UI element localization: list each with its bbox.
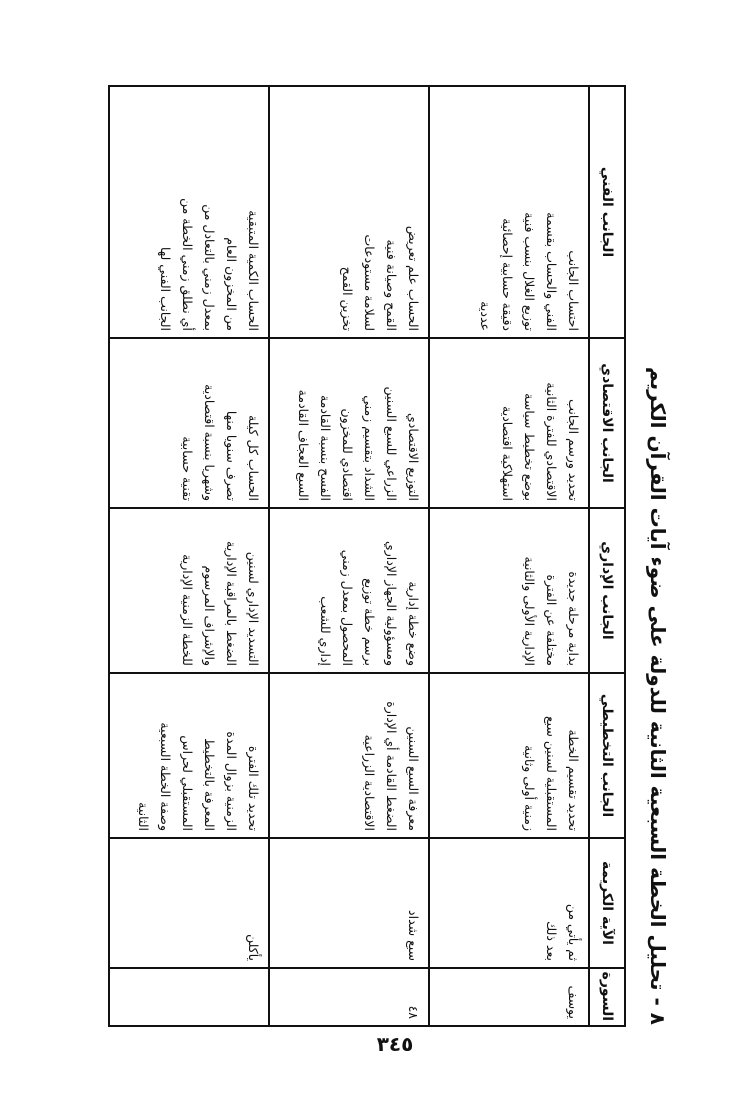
econ-cell: التوزيع الاقتصادي الزراعي للسبع السنين الشداد بتقسيم زمني اقتصادي للمخزون الفسح بنسبة القادمة السبع العجاف القادمة: [269, 338, 429, 508]
surah-cell: [109, 968, 269, 1026]
page-number: ٣٤٥: [376, 1032, 414, 1056]
header-surah: السورة: [589, 968, 625, 1026]
tech-cell: الحساب الكمية المتبقية من المخزون العام بمعدل زمني بالتعادل من أي نطلق زمني الخطة من الجانب الفني لها: [109, 86, 269, 338]
surah-cell: يوسف: [429, 968, 589, 1026]
admin-cell: بداية مرحلة جديدة مختلفة عن الفترة الإدارية الأولى والثانية: [429, 508, 589, 673]
ayah-cell: سبع شداد: [269, 838, 429, 968]
header-planning: الجانب التخطيطي: [589, 673, 625, 838]
ayah-cell: ثم يأتي من بعد ذلك: [429, 838, 589, 968]
header-tech: الجانب الفني: [589, 86, 625, 338]
econ-cell: تحديد ورسم الجانب الاقتصادي للفترة الثانية بوضع تخطيط سياسة استهلاكية اقتصادية: [429, 338, 589, 508]
econ-cell: الحساب كل كيلة تصرف سنويا منها وشهريا بنسبة اقتصادية تقنية حسابية: [109, 338, 269, 508]
table-row: [429, 86, 589, 1026]
rotated-page: [74, 85, 674, 1025]
admin-cell: التسديد الإداري لسنين الضغط بالمراقبة الإدارية والإشراف المرسوم للخطة الزمنية الإدارية: [109, 508, 269, 673]
table-header-row: [589, 86, 625, 1026]
planning-cell: تحديد تقسيم الخطة المستقبلية لسنين سبع زمنية أولى وثانية: [429, 673, 589, 838]
header-admin: الجانب الإداري: [589, 508, 625, 673]
header-ayah: الآية الكريمة: [589, 838, 625, 968]
tech-cell: احتساب الجانب الفني والحساب بقسمة توزيع الغلال بنسب فنية دقيقة حسابية إحصائية عددية: [429, 86, 589, 338]
ayah-cell: يأكلن: [109, 838, 269, 968]
tech-cell: الحساب علم تعريض القمح وصيانة فنية لسلامة مستودعات تخزين القمح: [269, 86, 429, 338]
admin-cell: وضع خطة إدارية ومسؤولية الجهاز الإداري برسم خطة توزيع المحصول بمعدل زمني إداري للشعب: [269, 508, 429, 673]
page-heading: ٨ - تحليل الخطة السبعية الثانية للدولة على ضوء آيات القرآن الكريم: [646, 366, 670, 1025]
table-row: [269, 86, 429, 1026]
plan-analysis-table: [108, 85, 626, 1027]
surah-cell: ٤٨: [269, 968, 429, 1026]
table-row: [109, 86, 269, 1026]
header-econ: الجانب الاقتصادي: [589, 338, 625, 508]
planning-cell: تحديد تلك الفترة الزمنية بزوال المدة المعرفة بالتخطيط المستقبلي لحراس وصفة الخطة السبعية الثانية: [109, 673, 269, 838]
planning-cell: معرفة السبع السنين الضغط القادمة أي الإدارة الاقتصادية الزراعية: [269, 673, 429, 838]
